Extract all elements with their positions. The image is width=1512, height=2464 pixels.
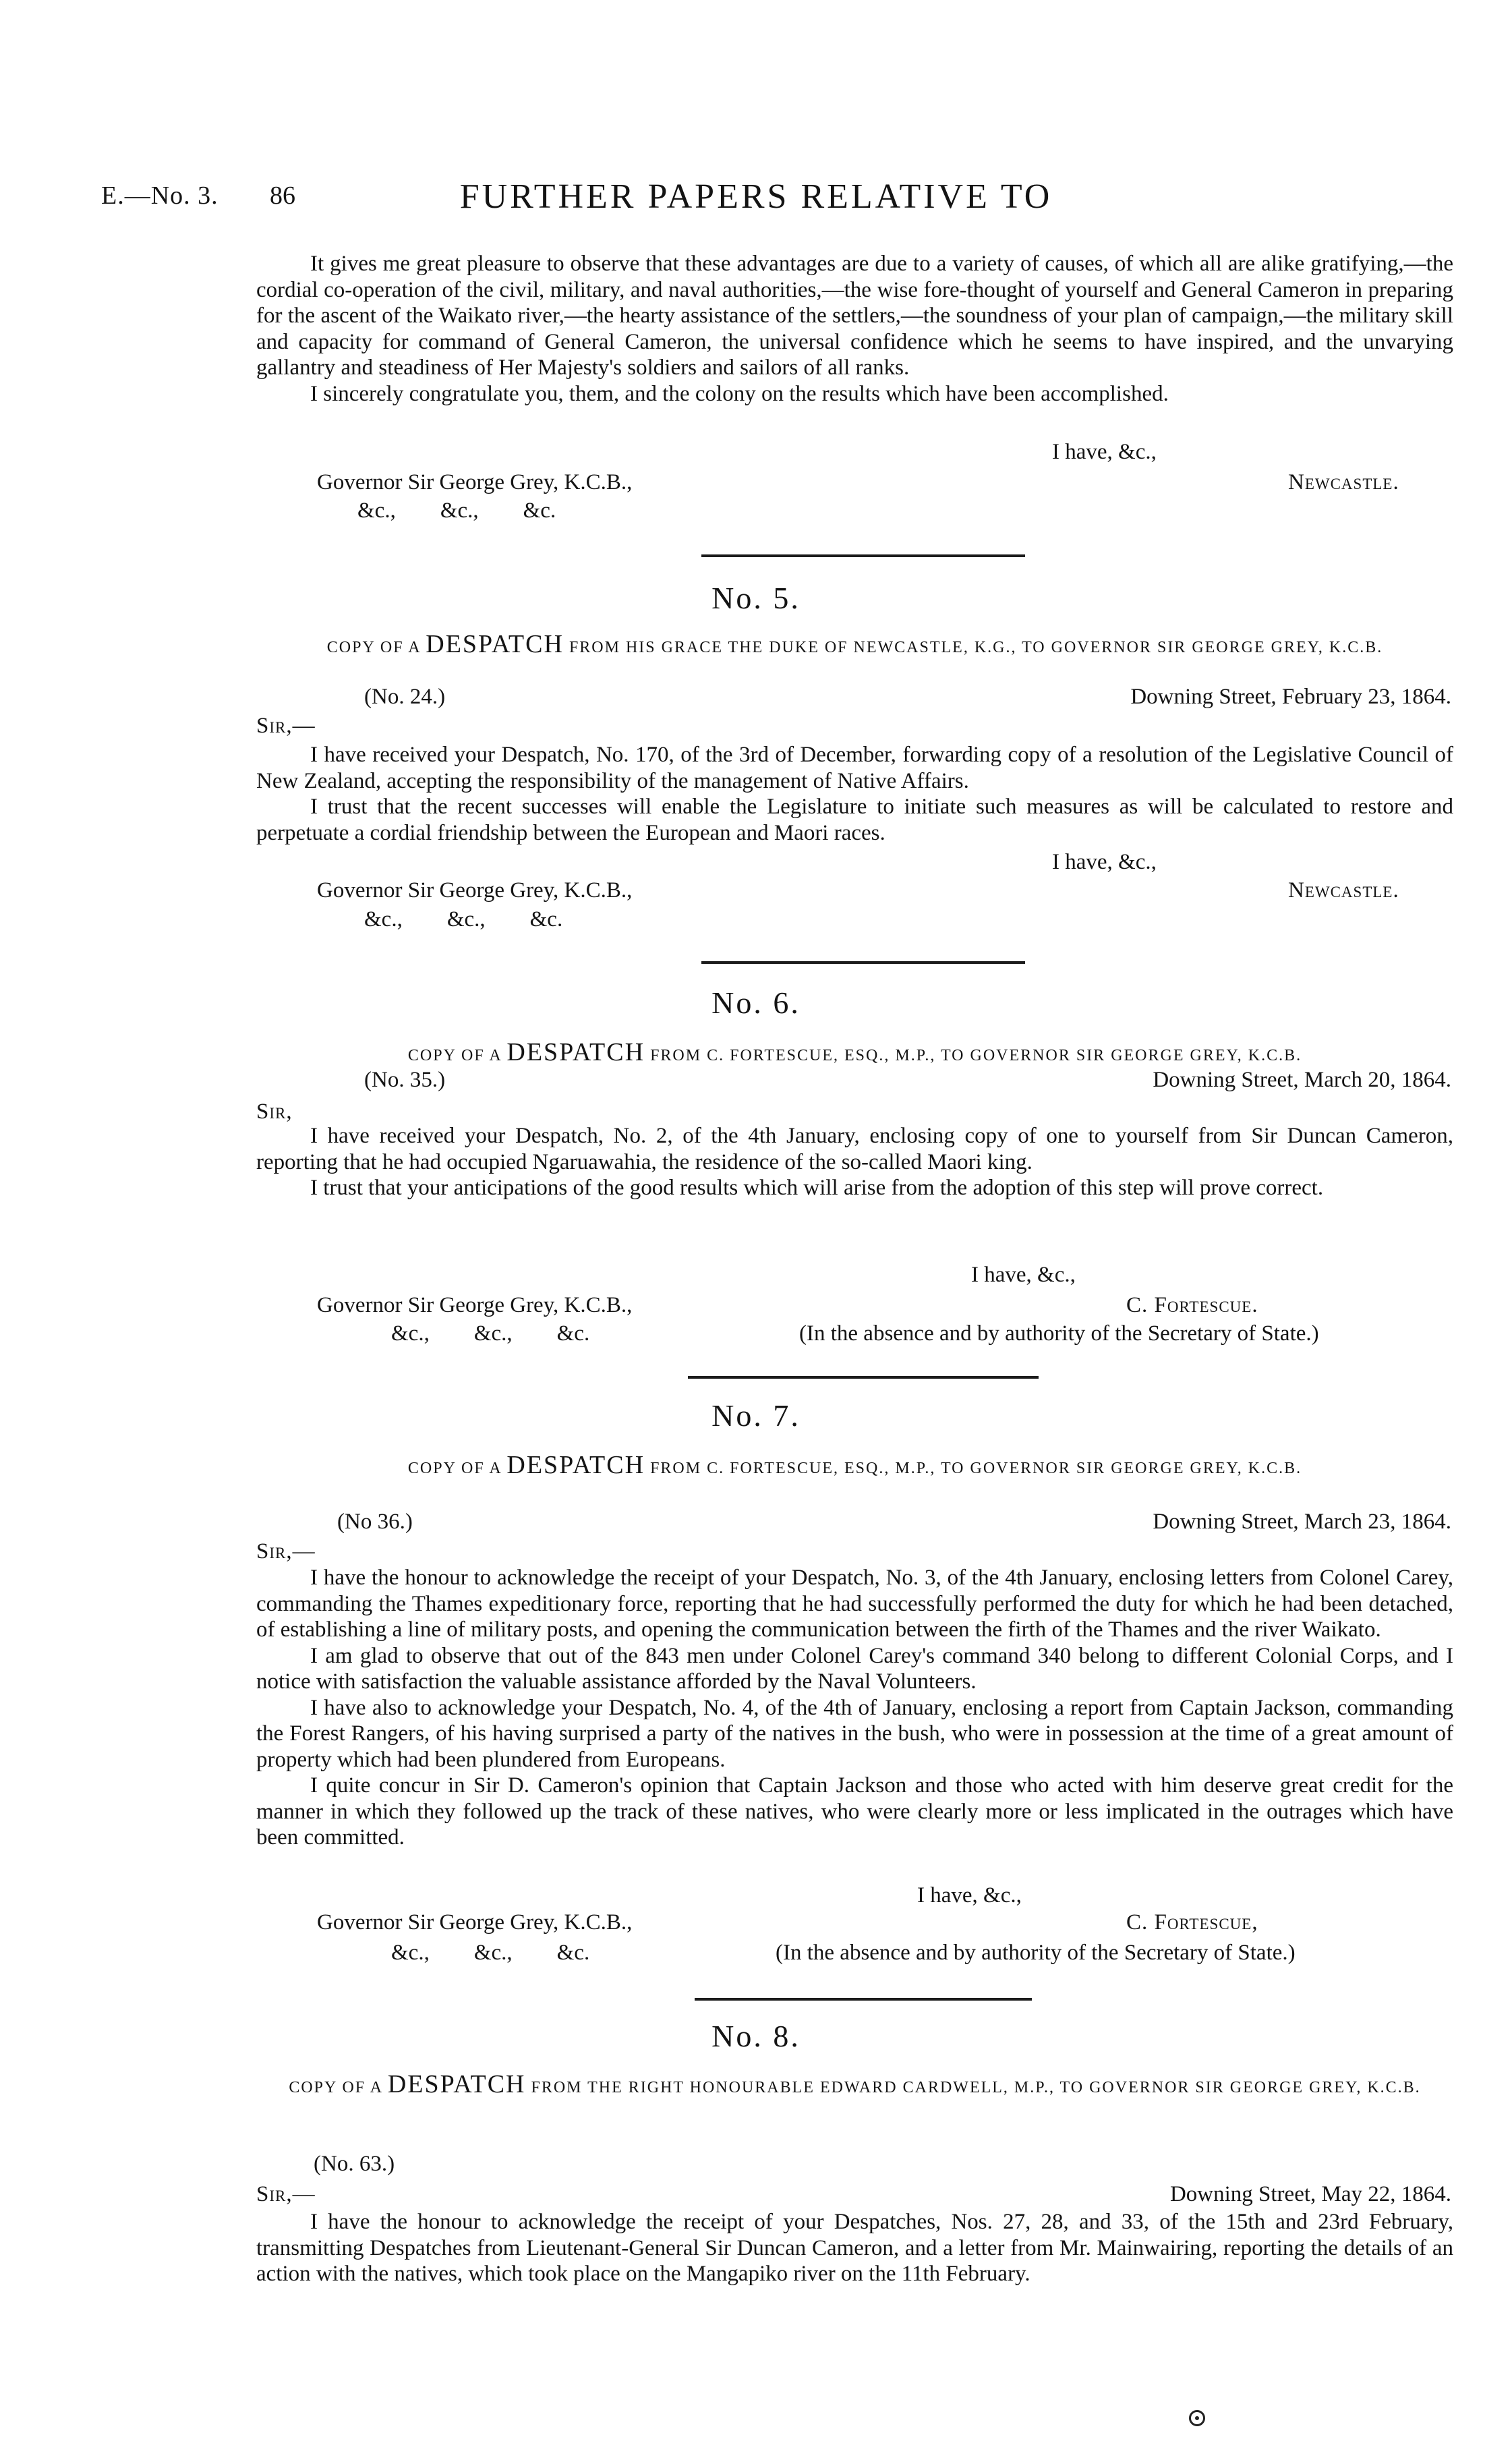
despatch-caption [256, 2071, 1453, 2101]
paragraph: I have also to acknowledge your Despatch, No. 4, of the 4th of January, enclosing a report from Captain Jackson, commanding the Forest Rangers, of his having surprised a party of the natives in the bush, who were in possession at the time of a great amount of property which had been plundered from Europeans. [256, 1695, 1453, 1772]
paragraph: I have received your Despatch, No. 2, of the 4th January, enclosing copy of one to yourself from Sir Duncan Cameron, reporting that he had occupied Ngaruawahia, the residence of the so-called Maori king. [256, 1124, 1453, 1174]
salutation: Sir, [256, 1099, 293, 1124]
running-title: FURTHER PAPERS RELATIVE TO [459, 177, 1053, 216]
addressee: Governor Sir George Grey, K.C.B., [317, 1910, 633, 1935]
paragraph: I have the honour to acknowledge the receipt of your Despatches, Nos. 27, 28, and 33, of the 15th and 23rd February, transmitting Despatches from Lieutenant-General Sir Duncan Cameron, and a letter from Mr. Mainwairing, reporting the details of an action with the natives, which took place on the Mangapiko river on the 11th February. [256, 2210, 1453, 2286]
paragraph: I quite concur in Sir D. Cameron's opinion that Captain Jackson and those who acted with him deserve great credit for the manner in which they followed up the track of these natives, who were clearly more or less implicated in the outrages which have been committed. [256, 1773, 1453, 1850]
despatch-body [256, 742, 1453, 846]
despatch-date: Downing Street, February 23, 1864. [1130, 685, 1451, 709]
despatch-caption [256, 1039, 1453, 1069]
despatch-caption [256, 1452, 1453, 1482]
despatch-body [256, 2209, 1453, 2287]
closing: I have, &c., [917, 1883, 1022, 1908]
section-divider [688, 1376, 1039, 1379]
paragraph: I am glad to observe that out of the 843 men under Colonel Carey's command 340 belong to different Colonial Corps, and I notice with satisfaction the valuable assistance afforded by the Naval Volunteers. [256, 1643, 1453, 1694]
caption-rest: FROM THE RIGHT HONOURABLE EDWARD CARDWELL, M.P., TO GOVERNOR SIR GEORGE GREY, K.C.B. [531, 2079, 1421, 2096]
signature: Newcastle. [1288, 470, 1399, 494]
closing: I have, &c., [971, 1263, 1076, 1287]
addressee: Governor Sir George Grey, K.C.B., [317, 878, 633, 902]
salutation: Sir,— [256, 2182, 316, 2206]
signature: C. Fortescue, [1126, 1910, 1258, 1935]
signature: Newcastle. [1288, 878, 1399, 902]
caption-despatch-word: DESPATCH [387, 2070, 526, 2098]
caption-rest: FROM C. FORTESCUE, ESQ., M.P., TO GOVERNOR SIR GEORGE GREY, K.C.B. [650, 1047, 1302, 1064]
paragraph: I sincerely congratulate you, them, and the colony on the results which have been accomplished. [310, 381, 1169, 406]
despatch-number: No. 7. [711, 1398, 801, 1433]
despatch-ref-number: (No. 24.) [364, 685, 446, 709]
despatch-date: Downing Street, March 20, 1864. [1153, 1068, 1451, 1092]
despatch-ref-number: (No 36.) [337, 1510, 413, 1534]
caption-lead: COPY OF A [326, 639, 421, 656]
caption-lead: COPY OF A [407, 1460, 502, 1477]
despatch-ref-number: (No. 63.) [314, 2152, 395, 2176]
despatch-number: No. 8. [711, 2019, 801, 2053]
paragraph: I have received your Despatch, No. 170, of the 3rd of December, forwarding copy of a resolution of the Legislative Council of New Zealand, accepting the responsibility of the management of Native Affairs. [256, 743, 1453, 793]
despatch-body [256, 1123, 1453, 1201]
closing: I have, &c., [1052, 440, 1157, 464]
caption-lead: COPY OF A [289, 2079, 382, 2096]
despatch-number: No. 6. [711, 985, 801, 1020]
addressee: Governor Sir George Grey, K.C.B., [317, 470, 633, 494]
etc-line: &c., &c., &c. [357, 498, 556, 523]
authority-note: (In the absence and by authority of the Secretary of State.) [799, 1321, 1319, 1346]
despatch-date: Downing Street, May 22, 1864. [1169, 2182, 1451, 2206]
despatch-ref-number: (No. 35.) [364, 1068, 446, 1092]
caption-rest: FROM HIS GRACE THE DUKE OF NEWCASTLE, K.G., TO GOVERNOR SIR GEORGE GREY, K.C.B. [569, 639, 1383, 656]
printer-mark-icon [1189, 2410, 1205, 2426]
paragraph: It gives me great pleasure to observe that these advantages are due to a variety of causes, of which all are alike gratifying,—the cordial co-operation of the civil, military, and naval authorities,—the wise fore-thought of yourself and General Cameron in preparing for the ascent of the Waikato river,—the hearty assistance of the settlers,—the soundness of your plan of campaign,—the military skill and capacity for command of General Cameron, the universal confidence which he seems to have inspired, and the unvarying gallantry and steadiness of Her Majesty's soldiers and sailors of all ranks. [256, 252, 1453, 380]
section-divider [701, 554, 1025, 557]
signature: C. Fortescue. [1126, 1293, 1258, 1317]
despatch-date: Downing Street, March 23, 1864. [1153, 1510, 1451, 1534]
page-number: 86 [270, 181, 295, 210]
authority-note: (In the absence and by authority of the Secretary of State.) [776, 1941, 1296, 1965]
section-divider [701, 961, 1025, 964]
despatch-body [256, 1565, 1453, 1851]
intro-body [256, 251, 1453, 407]
caption-despatch-word: DESPATCH [506, 1038, 645, 1066]
salutation: Sir,— [256, 1539, 316, 1564]
caption-rest: FROM C. FORTESCUE, ESQ., M.P., TO GOVERNOR SIR GEORGE GREY, K.C.B. [650, 1460, 1302, 1477]
despatch-caption [256, 631, 1453, 661]
salutation: Sir,— [256, 714, 316, 738]
paragraph: I trust that the recent successes will enable the Legislature to initiate such measures as will be calculated to restore and perpetuate a cordial friendship between the European and Maori races. [256, 795, 1453, 845]
etc-line: &c., &c., &c. [364, 907, 563, 932]
paragraph: I have the honour to acknowledge the receipt of your Despatch, No. 3, of the 4th January, enclosing letters from Colonel Carey, commanding the Thames expeditionary force, reporting that he had successfully performed the duty for which he had been detached, of establishing a line of military posts, and opening the communication between the firth of the Thames and the river Waikato. [256, 1566, 1453, 1642]
etc-line: &c., &c., &c. [391, 1321, 590, 1346]
caption-lead: COPY OF A [407, 1047, 502, 1064]
page-header [0, 177, 1512, 224]
paragraph: I trust that your anticipations of the good results which will arise from the adoption of this step will prove correct. [310, 1176, 1324, 1200]
despatch-number: No. 5. [711, 581, 801, 615]
closing: I have, &c., [1052, 850, 1157, 874]
paper-reference: E.—No. 3. [101, 181, 219, 210]
caption-despatch-word: DESPATCH [506, 1451, 645, 1479]
caption-despatch-word: DESPATCH [426, 630, 564, 658]
section-divider [695, 1998, 1032, 2001]
addressee: Governor Sir George Grey, K.C.B., [317, 1293, 633, 1317]
etc-line: &c., &c., &c. [391, 1941, 590, 1965]
